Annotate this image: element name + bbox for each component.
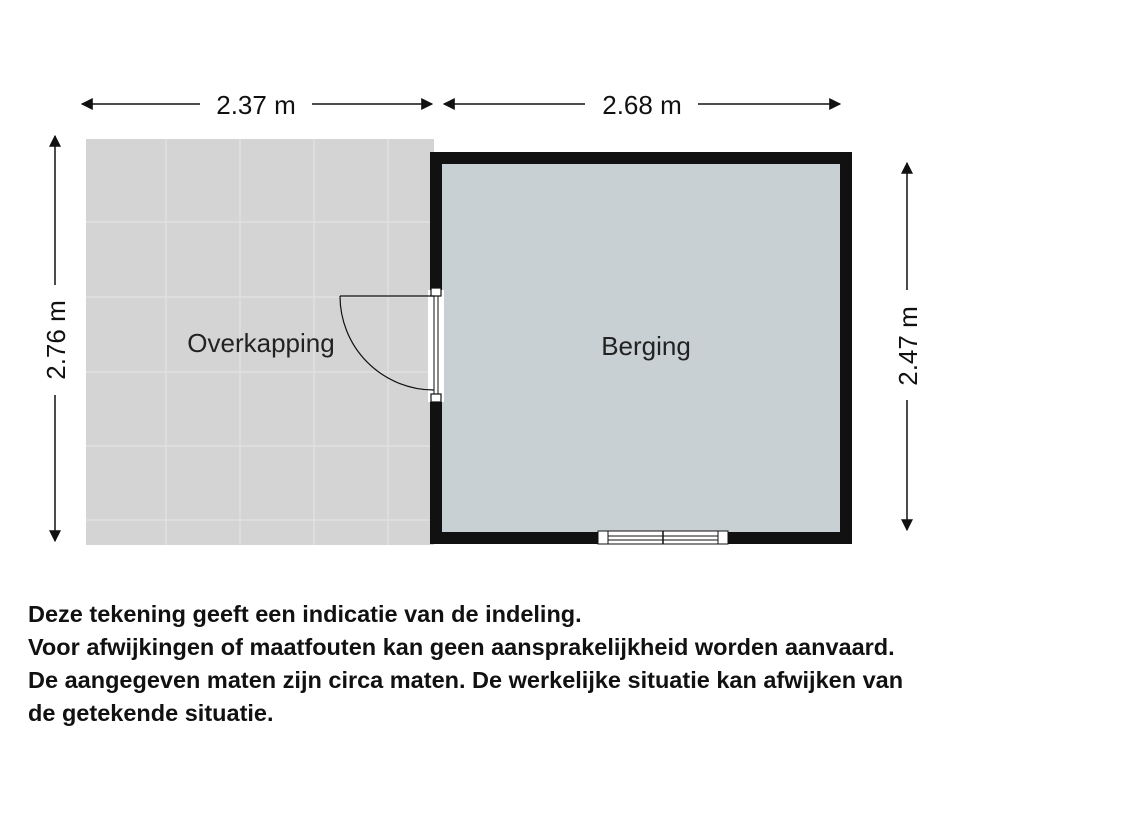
dimension-label-top-left: 2.37 m: [216, 90, 296, 120]
disclaimer-line: de getekende situatie.: [28, 700, 274, 726]
room-label-berging: Berging: [601, 331, 691, 361]
room-label-overkapping: Overkapping: [187, 328, 335, 358]
disclaimer-line: Deze tekening geeft een indicatie van de indeling.: [28, 601, 582, 627]
dimension-top-right: [444, 90, 840, 120]
disclaimer-line: De aangegeven maten zijn circa maten. De werkelijke situatie kan afwijken van: [28, 667, 904, 693]
disclaimer: [28, 598, 1138, 730]
dimension-label-top-right: 2.68 m: [602, 90, 682, 120]
window: [598, 531, 728, 544]
dimension-left: [41, 136, 71, 541]
dimension-top-left: [82, 90, 432, 120]
dimension-label-left: 2.76 m: [41, 300, 71, 380]
dimension-label-right: 2.47 m: [893, 306, 923, 386]
dimension-right: [893, 163, 923, 530]
disclaimer-line: Voor afwijkingen of maatfouten kan geen aansprakelijkheid worden aanvaard.: [28, 634, 895, 660]
